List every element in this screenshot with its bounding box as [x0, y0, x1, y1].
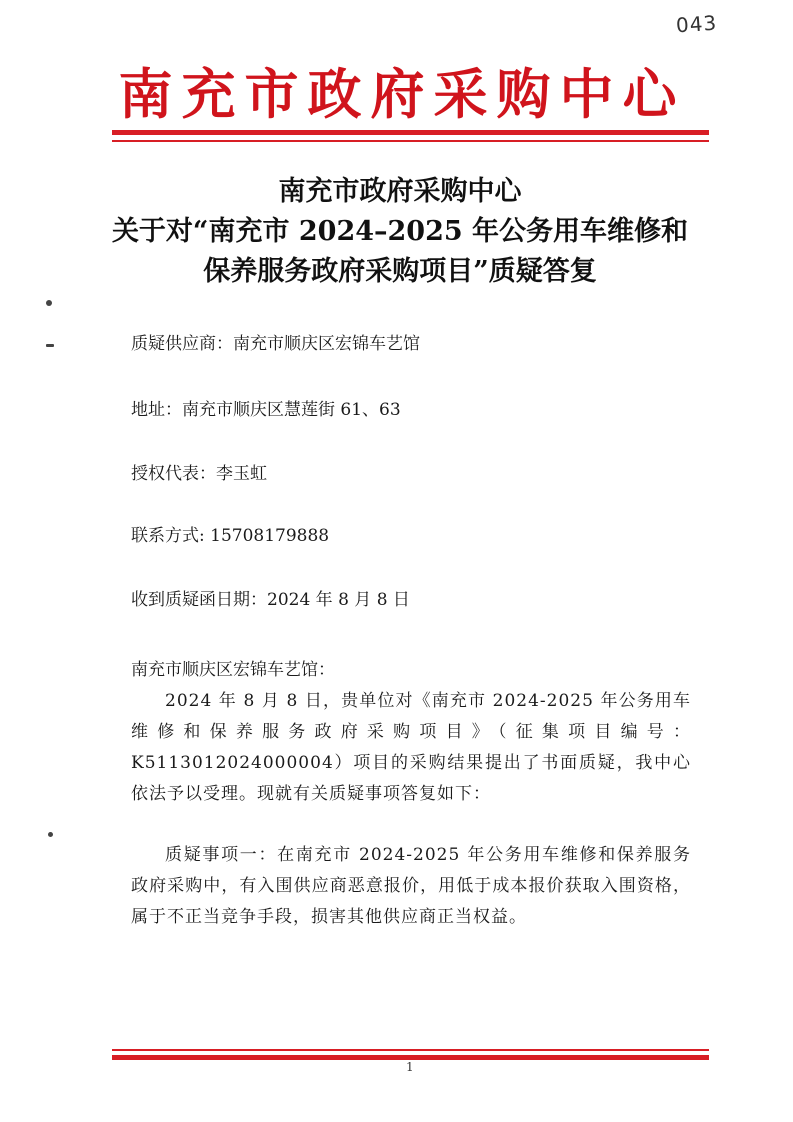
document-title: [80, 172, 720, 292]
field-contact: 联系方式: 15708179888: [131, 526, 330, 546]
body-paragraph-2: 质疑事项一：在南充市 2024-2025 年公务用车维修和保养服务政府采购中，有入围供应商恶意报价，用低于成本报价获取入围资格，属于不正当竞争手段，损害其他供应商正当权益。: [131, 845, 691, 927]
salutation: 南充市顺庆区宏锦车艺馆：: [131, 660, 335, 680]
title-line-1: 南充市政府采购中心: [278, 176, 522, 207]
scan-artifact: [48, 832, 53, 837]
letterhead-org-name: 南充市政府采购中心: [118, 62, 686, 126]
scan-artifact: [46, 300, 52, 306]
handwritten-page-mark: 043: [675, 10, 718, 38]
page-number: 1: [406, 1060, 414, 1074]
field-address: 地址：南充市顺庆区慧莲街 61、63: [131, 400, 401, 420]
title-line-2: 关于对“南充市 2024–2025 年公务用车维修和: [111, 216, 689, 247]
body-paragraph-1: 2024 年 8 月 8 日，贵单位对《南充市 2024-2025 年公务用车维修和保养服务政府采购项目》（征集项目编号：K5113012024000004）项目的采购结果提出了书面质疑，我中心依法予以受理。现就有关质疑事项答复如下：: [131, 691, 691, 804]
field-received-date: 收到质疑函日期：2024 年 8 月 8 日: [131, 590, 410, 610]
letterhead-rule-thick: [112, 130, 709, 135]
title-line-3: 保养服务政府采购项目”质疑答复: [203, 256, 597, 287]
letterhead-rule-thin: [112, 140, 709, 142]
scan-artifact: [46, 344, 54, 347]
field-representative: 授权代表：李玉虹: [131, 464, 267, 484]
footer-rule-thin: [112, 1049, 709, 1051]
field-supplier: 质疑供应商：南充市顺庆区宏锦车艺馆: [131, 334, 420, 354]
